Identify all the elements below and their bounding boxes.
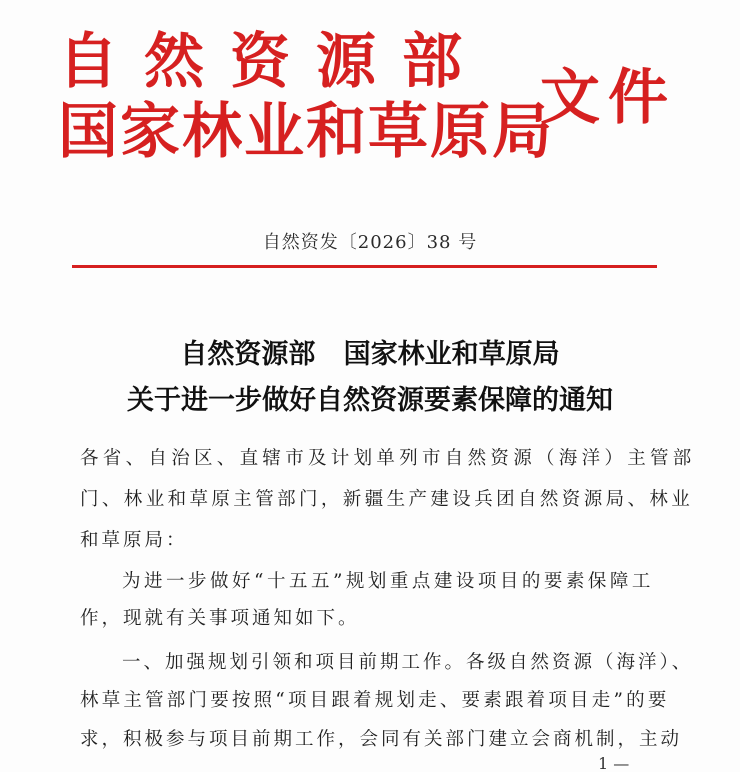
issuing-org-1: 自然资源部 <box>58 27 488 97</box>
body-line: 求，积极参与项目前期工作，会同有关部门建立会商机制，主动 <box>80 729 683 750</box>
body-line: 作，现就有关事项通知如下。 <box>80 608 360 629</box>
body-line: 林草主管部门要按照“项目跟着规划走、要素跟着项目走”的要 <box>80 690 670 711</box>
page-number: 1 — <box>598 754 630 772</box>
document-type: 文件 <box>540 63 676 133</box>
title-line-1: 自然资源部 国家林业和草原局 <box>180 339 560 370</box>
issuing-org-2: 国家林业和草原局 <box>58 97 554 167</box>
body-line: 为进一步做好“十五五”规划重点建设项目的要素保障工 <box>122 571 654 592</box>
title-line-2: 关于进一步做好自然资源要素保障的通知 <box>127 385 613 416</box>
red-divider <box>72 265 657 268</box>
body-line: 门、林业和草原主管部门，新疆生产建设兵团自然资源局、林业 <box>80 489 694 510</box>
body-line: 各省、自治区、直辖市及计划单列市自然资源（海洋）主管部 <box>80 448 696 469</box>
document-number: 自然资发〔2026〕38 号 <box>262 232 478 253</box>
body-line: 和草原局： <box>80 530 188 551</box>
body-line: 一、加强规划引领和项目前期工作。各级自然资源（海洋）、 <box>122 652 694 673</box>
